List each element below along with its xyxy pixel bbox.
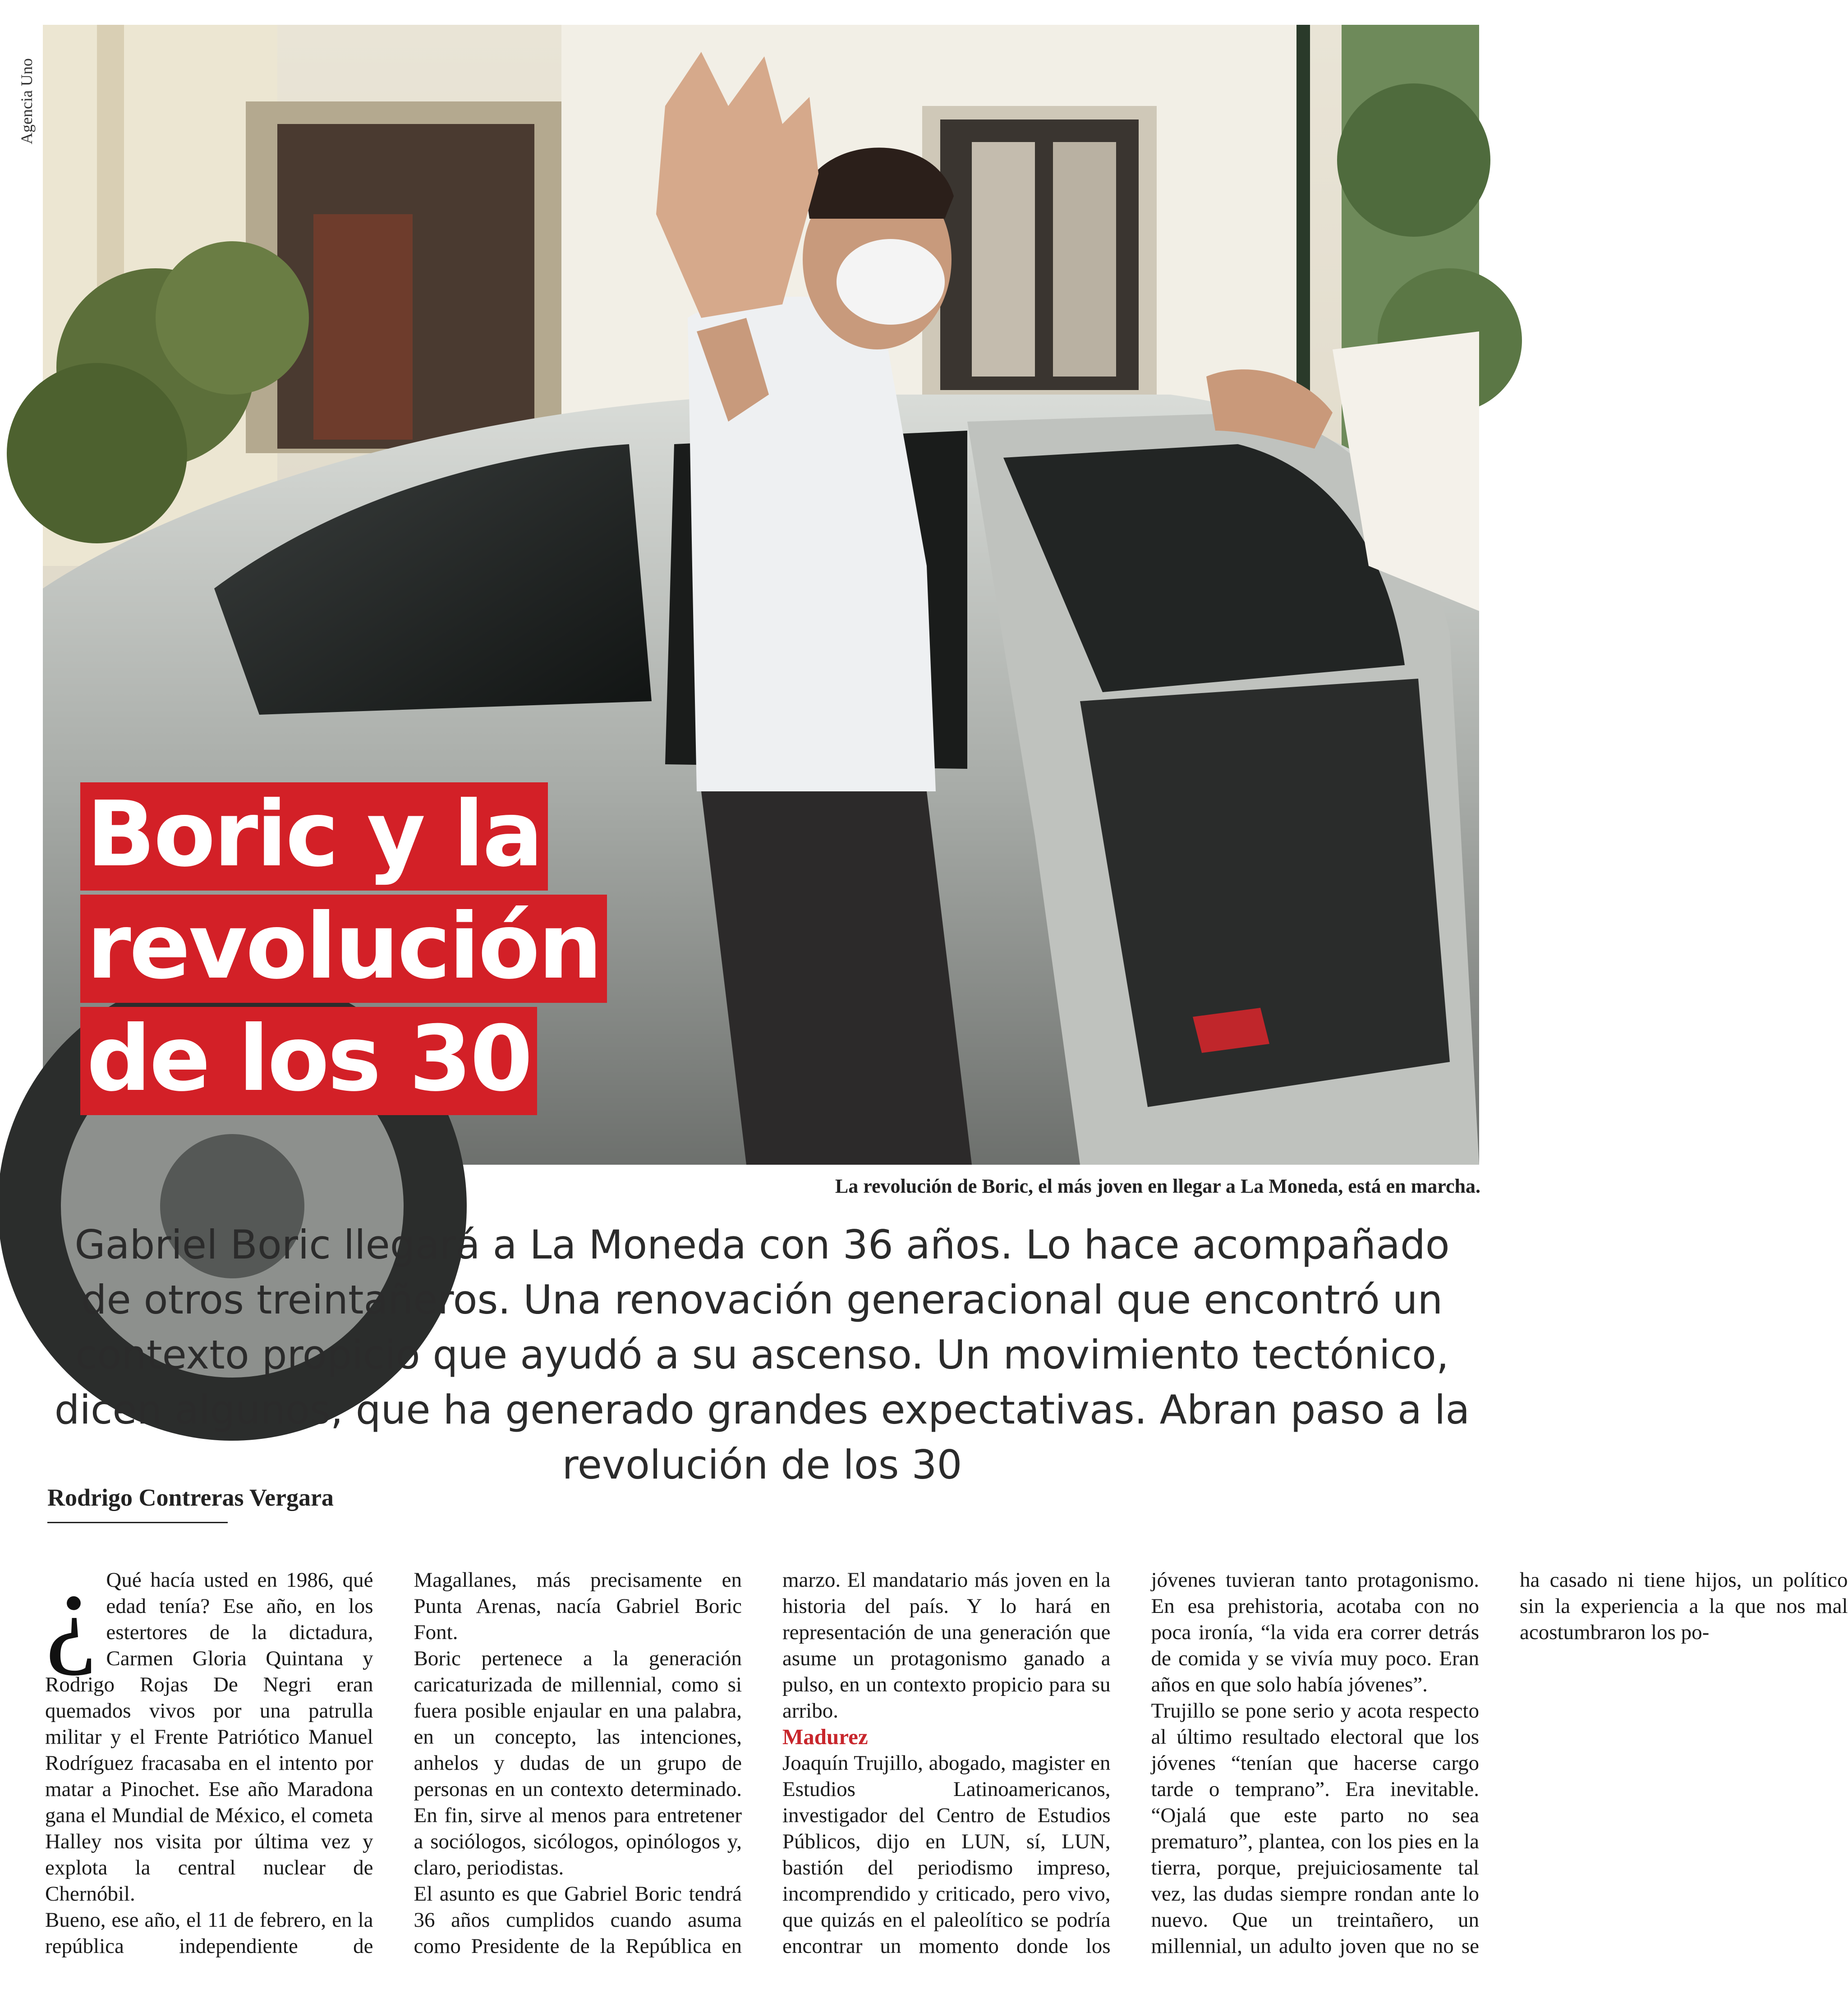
article-paragraph-5: Joaquín Trujillo, abogado, magister en Estudios Latinoamericanos, investigador del Centro de Estudios Públicos, dijo en LUN, sí, LUN, bastión del periodismo impreso, incomprendido y criticado, pero vivo, que quizás en el paleolítico se podría encontrar un momento donde los jóvenes tuvieran tanto protagonismo. En esa prehistoria, acotaba con no poca ironía, “la vida era correr detrás de comida y se vivía muy poco. Eran años en que solo había jóvenes”. [782,1568,1479,1958]
article-body [45,1547,1848,1973]
headline-line-1: Boric y la [80,782,548,891]
headline [80,782,607,1119]
drop-cap: ¿ [45,1547,97,1677]
byline-rule [47,1522,228,1523]
byline: Rodrigo Contreras Vergara [47,1484,334,1511]
photo-caption: La revolución de Boric, el más joven en llegar a La Moneda, está en marcha. [835,1175,1480,1197]
article-paragraph-6: Trujillo se pone serio y acota respecto al último resultado electoral que los jóvenes “tenían que hacerse cargo tarde o temprano”. Era inevitable. “Ojalá que este parto no sea prematuro”, plantea, con los pies en la tierra, porque, prejuiciosamente tal vez, las dudas siempre rondan ante lo nuevo. Que un treintañero, un millennial, un adulto joven que no se ha casado ni tiene hijos, un político sin la experiencia a la que nos mal acostumbraron los po- [1151,1568,1848,1958]
section-subhead: Madurez [782,1724,868,1749]
photo-credit: Agencia Uno [18,58,36,144]
article-paragraph-1: ¿ Qué hacía usted en 1986, qué edad tenía? Ese año, en los estertores de la dictadura, Carmen Gloria Quintana y Rodrigo Rojas De Negri eran quemados vivos por una patrulla militar y el Frente Patriótico Manuel Rodríguez fracasaba en el intento por matar a Pinochet. Ese año Maradona gana el Mundial de México, el cometa Halley nos visita por última vez y explota la central nuclear de Chernóbil. [45,1547,373,1906]
deck: Gabriel Boric llegará a La Moneda con 36 años. Lo hace acompañado de otros treintañeros. Una renovación generacional que encontró un contexto propicio que ayudó a su ascenso. Un movimiento tectónico, dicen algunos, que ha generado grandes expectativas. Abran paso a la revolución de los 30 [54,1222,1470,1488]
article-paragraph-2: Bueno, ese año, el 11 de febrero, en la república independiente de Magallanes, más precisamente en Punta Arenas, nacía Gabriel Boric Font. [45,1568,742,1958]
headline-line-2: revolución [80,895,607,1003]
headline-line-3: de los 30 [80,1007,537,1115]
article-paragraph-4: El asunto es que Gabriel Boric tendrá 36 años cumplidos cuando asuma como Presidente de la República en marzo. El mandatario más joven en la historia del país. Y lo hará en representación de una generación que asume un protagonismo ganado a pulso, en un contexto propicio para su arribo. [414,1568,1111,1958]
article-paragraph-3: Boric pertenece a la generación caricaturizada de millennial, como si fuera posible enjaular en una palabra, en un concepto, las intenciones, anhelos y dudas de un grupo de personas en un contexto determinado. En fin, sirve al menos para entretener a sociólogos, sicólogos, opinólogos y, claro, periodistas. [414,1647,742,1879]
